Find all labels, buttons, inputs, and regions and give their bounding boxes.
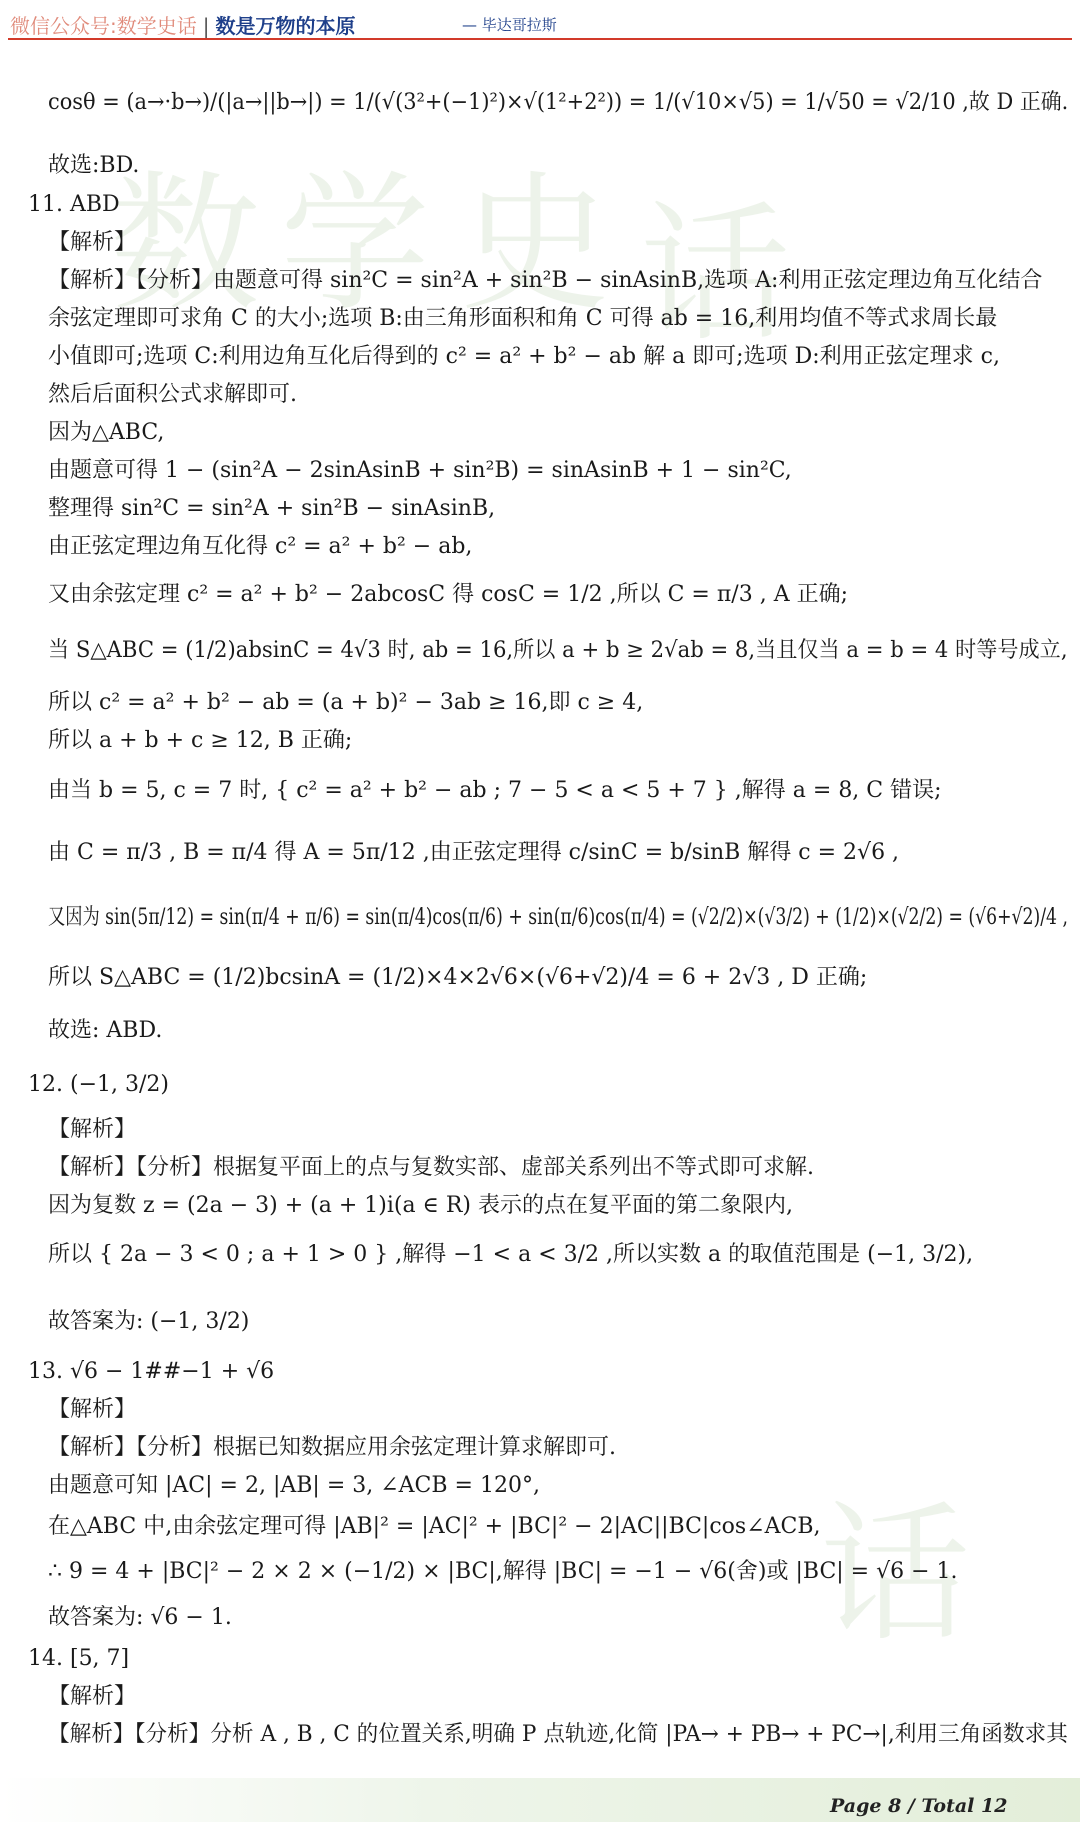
wechat-account-label: 微信公众号:数学史话 — [10, 14, 197, 38]
watermark-char: 史 — [460, 158, 611, 332]
text-line: 所以 { 2a − 3 < 0 ; a + 1 > 0 } ,解得 −1 < a < 3/2 ,所以实数 a 的取值范围是 (−1, 3/2), — [48, 1242, 974, 1267]
watermark-char: 学 — [280, 158, 431, 332]
header-title: 数是万物的本原 — [215, 14, 356, 38]
page-header — [0, 0, 1080, 44]
text-line: 【解析】【分析】根据复平面上的点与复数实部、虚部关系列出不等式即可求解. — [48, 1155, 814, 1180]
text-line: 【解析】【分析】由题意可得 sin²C = sin²A + sin²B − sinAsinB,选项 A:利用正弦定理边角互化结合 — [48, 268, 1043, 293]
text-line: cosθ = (a→·b→)/(|a→||b→|) = 1/(√(3²+(−1)²)×√(1²+2²)) = 1/(√10×√5) = 1/√50 = √2/10 ,故 D 正确. — [48, 90, 1069, 115]
text-line: 故答案为: √6 − 1. — [48, 1605, 232, 1630]
text-line: 故选: ABD. — [48, 1018, 163, 1043]
page-indicator: Page 8 / Total 12 — [830, 1795, 1008, 1817]
text-line: 又因为 sin(5π/12) = sin(π/4 + π/6) = sin(π/4)cos(π/6) + sin(π/6)cos(π/4) = (√2/2)×(√3/2) + (1/2)×(√2/2) = (√6+√2)/4 , — [48, 905, 1068, 930]
item-number-12: 12. (−1, 3/2) — [28, 1072, 169, 1097]
text-line: 所以 S△ABC = (1/2)bcsinA = (1/2)×4×2√6×(√6+√2)/4 = 6 + 2√3 , D 正确; — [48, 965, 868, 990]
text-line: 小值即可;选项 C:利用边角互化后得到的 c² = a² + b² − ab 解 a 即可;选项 D:利用正弦定理求 c, — [48, 344, 1000, 369]
text-line: ∴ 9 = 4 + |BC|² − 2 × 2 × (−1/2) × |BC|,解得 |BC| = −1 − √6(舍)或 |BC| = √6 − 1. — [48, 1559, 958, 1584]
item-number-14: 14. [5, 7] — [28, 1646, 130, 1671]
watermark-char: 数 — [110, 158, 261, 332]
text-line: 因为复数 z = (2a − 3) + (a + 1)i(a ∈ R) 表示的点在复平面的第二象限内, — [48, 1193, 793, 1218]
text-line: 由当 b = 5, c = 7 时, { c² = a² + b² − ab ; 7 − 5 < a < 5 + 7 } ,解得 a = 8, C 错误; — [48, 778, 942, 803]
text-line: 由正弦定理边角互化得 c² = a² + b² − ab, — [48, 534, 473, 559]
text-line: 由题意可知 |AC| = 2, |AB| = 3, ∠ACB = 120°, — [48, 1473, 540, 1498]
text-line: 整理得 sin²C = sin²A + sin²B − sinAsinB, — [48, 496, 496, 521]
section-heading: 【解析】 — [48, 230, 137, 255]
header-quote-author: — 毕达哥拉斯 — [462, 16, 557, 34]
header-rule — [8, 38, 1072, 40]
item-number-13: 13. √6 − 1##−1 + √6 — [28, 1359, 275, 1384]
text-line: 故答案为: (−1, 3/2) — [48, 1309, 250, 1334]
watermark-char: 话 — [820, 1488, 971, 1662]
text-line: 然后后面积公式求解即可. — [48, 382, 297, 407]
text-line: 由 C = π/3 , B = π/4 得 A = 5π/12 ,由正弦定理得 c/sinC = b/sinB 解得 c = 2√6 , — [48, 840, 900, 865]
section-heading: 【解析】 — [48, 1684, 137, 1709]
item-number-11: 11. ABD — [28, 192, 120, 217]
text-line: 【解析】【分析】根据已知数据应用余弦定理计算求解即可. — [48, 1435, 616, 1460]
text-line: 【解析】【分析】分析 A , B , C 的位置关系,明确 P 点轨迹,化简 |PA→ + PB→ + PC→|,利用三角函数求其 — [48, 1722, 1068, 1747]
header-separator: | — [202, 14, 210, 38]
text-line: 所以 c² = a² + b² − ab = (a + b)² − 3ab ≥ 16,即 c ≥ 4, — [48, 690, 644, 715]
text-line: 由题意可得 1 − (sin²A − 2sinAsinB + sin²B) = sinAsinB + 1 − sin²C, — [48, 458, 792, 483]
text-line: 当 S△ABC = (1/2)absinC = 4√3 时, ab = 16,所以 a + b ≥ 2√ab = 8,当且仅当 a = b = 4 时等号成立, — [48, 638, 1068, 663]
text-line: 所以 a + b + c ≥ 12, B 正确; — [48, 728, 353, 753]
text-line: 又由余弦定理 c² = a² + b² − 2abcosC 得 cosC = 1/2 ,所以 C = π/3 , A 正确; — [48, 582, 848, 607]
section-heading: 【解析】 — [48, 1117, 137, 1142]
header-left — [10, 10, 356, 39]
section-heading: 【解析】 — [48, 1397, 137, 1422]
text-line: 余弦定理即可求角 C 的大小;选项 B:由三角形面积和角 C 可得 ab = 16,利用均值不等式求周长最 — [48, 306, 998, 331]
text-line: 因为△ABC, — [48, 420, 165, 445]
text-line: 在△ABC 中,由余弦定理可得 |AB|² = |AC|² + |BC|² − 2|AC||BC|cos∠ACB, — [48, 1514, 821, 1539]
text-line: 故选:BD. — [48, 153, 140, 178]
watermark-char: 话 — [640, 188, 791, 362]
